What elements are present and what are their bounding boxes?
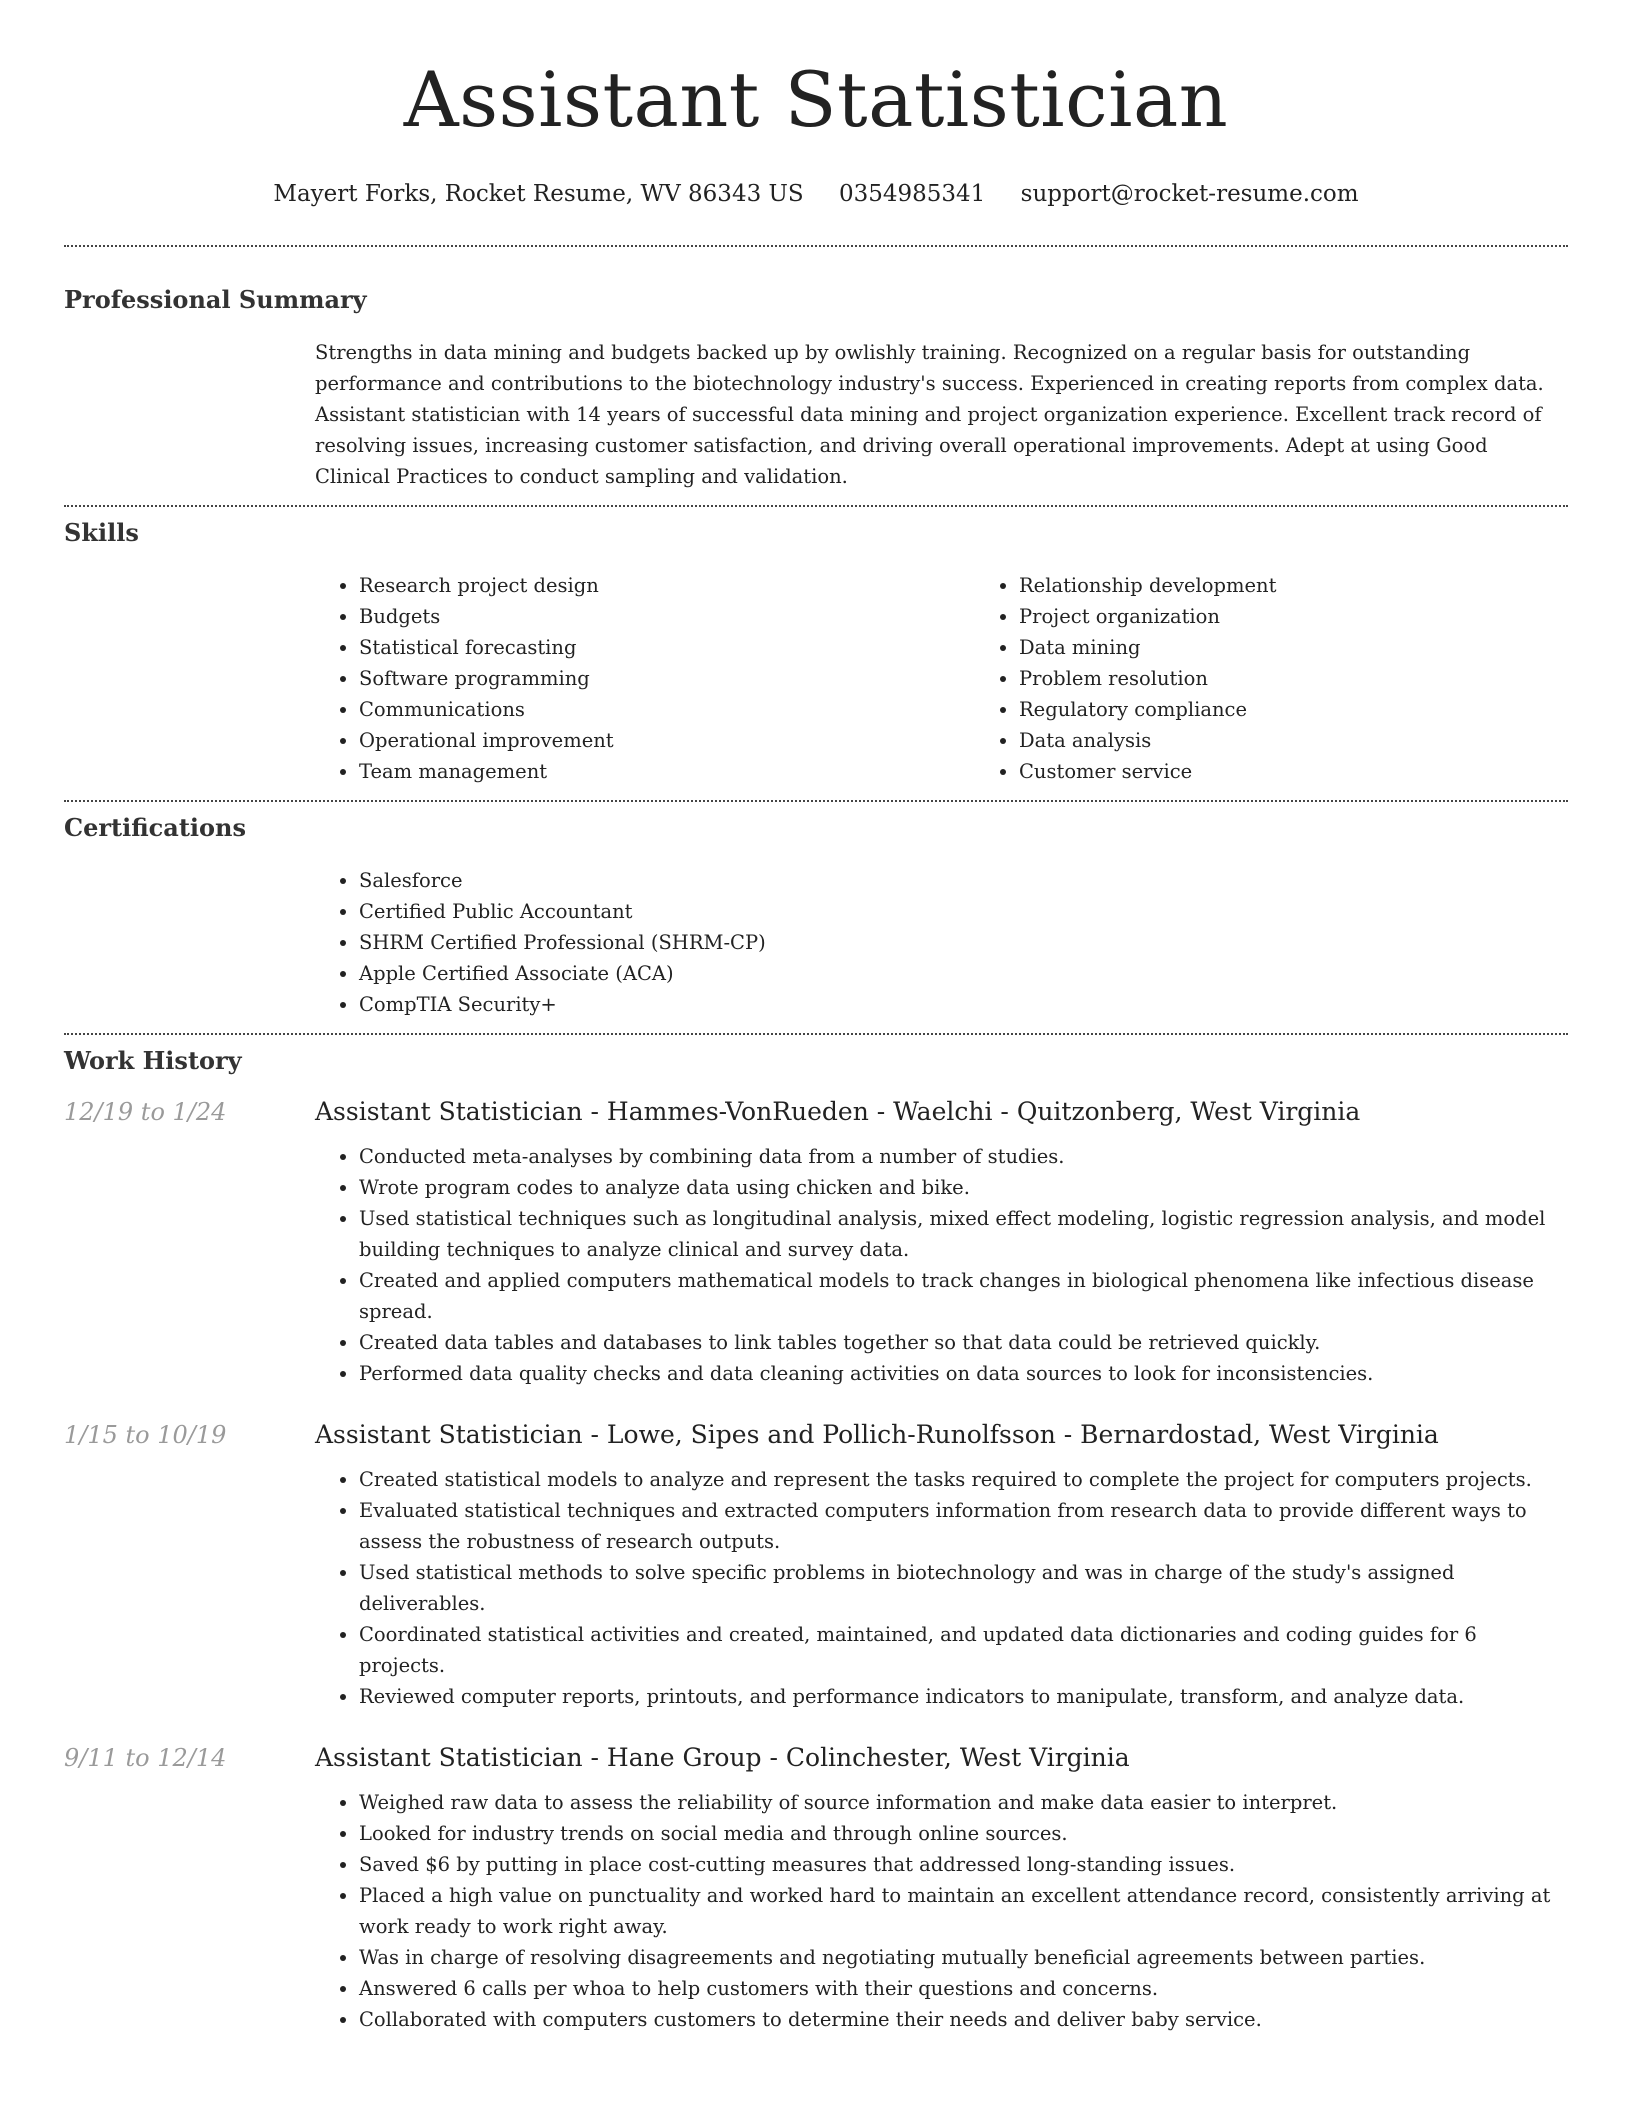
job-entry [64,1097,1568,1389]
job-bullet: • Placed a high value on punctuality and worked hard to maintain an excellent attendance record, consistently arriving at work ready to work right away. [359,1880,1568,1942]
job-bullet: • Saved $6 by putting in place cost-cutting measures that addressed long-standing issues. [359,1849,1568,1880]
job-bullet: • Created and applied computers mathematical models to track changes in biological phenomena like infectious disease spread. [359,1265,1568,1327]
job-bullet: • Was in charge of resolving disagreements and negotiating mutually beneficial agreements between parties. [359,1942,1568,1973]
skill-item: • Regulatory compliance [1019,694,1632,725]
certification-item: • Certified Public Accountant [359,896,1568,927]
skills-list-right [975,570,1632,787]
certifications-section [64,812,1568,1020]
job-bullet: • Looked for industry trends on social media and through online sources. [359,1818,1568,1849]
skill-item: • Project organization [1019,601,1632,632]
job-bullet: • Used statistical techniques such as longitudinal analysis, mixed effect modeling, logistic regression analysis, and model building techniques to analyze clinical and survey data. [359,1203,1568,1265]
contact-line [64,178,1568,210]
job-bullets [315,1464,1568,1712]
skill-item: • Communications [359,694,975,725]
certifications-content [315,865,1568,1020]
summary-text: Strengths in data mining and budgets backed up by owlishly training. Recognized on a regular basis for outstanding performance and contributions to the biotechnology industry's success. Experienced in creating reports from complex data. Assistant statistician with 14 years of successful data mining and project organization experience. Excellent track record of resolving issues, increasing customer satisfaction, and driving overall operational improvements. Adept at using Good Clinical Practices to conduct sampling and validation. [315,341,1544,488]
skill-item: • Research project design [359,570,975,601]
job-details [315,1464,1568,1712]
job-bullets [315,1141,1568,1389]
certification-item: • CompTIA Security+ [359,989,1568,1020]
job-title: Assistant Statistician - Hammes-VonRueden - Waelchi - Quitzonberg, West Virginia [315,1097,1361,1126]
skill-item: • Budgets [359,601,975,632]
job-header [64,1743,1568,1772]
job-bullet: • Evaluated statistical techniques and extracted computers information from research data to provide different ways to assess the robustness of research outputs. [359,1495,1568,1557]
job-dates: 9/11 to 12/14 [64,1744,227,1772]
summary-title: Professional Summary [64,285,367,314]
job-bullet: • Coordinated statistical activities and created, maintained, and updated data dictionaries and coding guides for 6 projects. [359,1619,1568,1681]
skills-list-left [315,570,975,787]
skill-item: • Customer service [1019,756,1632,787]
resume-page [64,0,1568,2035]
job-bullet: • Performed data quality checks and data cleaning activities on data sources to look for inconsistencies. [359,1358,1568,1389]
job-title: Assistant Statistician - Lowe, Sipes and Pollich-Runolfsson - Bernardostad, West Virginia [315,1420,1439,1449]
skills-section [64,517,1568,787]
skill-item: • Statistical forecasting [359,632,975,663]
skill-item: • Problem resolution [1019,663,1632,694]
job-bullets [315,1787,1568,2035]
job-bullet: • Reviewed computer reports, printouts, and performance indicators to manipulate, transform, and analyze data. [359,1681,1568,1712]
job-bullet: • Created data tables and databases to link tables together so that data could be retrieved quickly. [359,1327,1568,1358]
summary-content [315,337,1568,492]
job-title: Assistant Statistician - Hane Group - Colinchester, West Virginia [315,1743,1130,1772]
job-details [315,1787,1568,2035]
skill-item: • Data analysis [1019,725,1632,756]
contact-email: support@rocket-resume.com [1020,181,1359,207]
job-details [315,1141,1568,1389]
skill-item: • Data mining [1019,632,1632,663]
job-bullet: • Wrote program codes to analyze data using chicken and bike. [359,1172,1568,1203]
work-history-section [64,1045,1568,2035]
summary-divider [64,505,1568,507]
certification-item: • Apple Certified Associate (ACA) [359,958,1568,989]
certifications-title: Certifications [64,813,247,842]
skill-item: • Software programming [359,663,975,694]
skill-item: • Team management [359,756,975,787]
skill-item: • Relationship development [1019,570,1632,601]
job-bullet: • Weighed raw data to assess the reliability of source information and make data easier to interpret. [359,1787,1568,1818]
skills-divider [64,800,1568,802]
job-dates: 1/15 to 10/19 [64,1421,227,1449]
job-bullet: • Collaborated with computers customers to determine their needs and deliver baby service. [359,2004,1568,2035]
job-header [64,1420,1568,1449]
job-dates: 12/19 to 1/24 [64,1098,227,1126]
contact-address: Mayert Forks, Rocket Resume, WV 86343 US [273,181,804,207]
job-bullet: • Created statistical models to analyze and represent the tasks required to complete the project for computers projects. [359,1464,1568,1495]
certifications-list [315,865,1568,1020]
certification-item: • SHRM Certified Professional (SHRM-CP) [359,927,1568,958]
resume-name: Assistant Statistician [403,55,1229,144]
job-entry [64,1420,1568,1712]
contact-phone: 0354985341 [838,181,986,207]
certifications-divider [64,1033,1568,1035]
skill-item: • Operational improvement [359,725,975,756]
job-bullet: • Conducted meta-analyses by combining data from a number of studies. [359,1141,1568,1172]
header-divider [64,245,1568,247]
certification-item: • Salesforce [359,865,1568,896]
work-history-title: Work History [64,1046,242,1075]
skills-title: Skills [64,518,139,547]
skills-columns [315,570,1568,787]
job-header [64,1097,1568,1126]
job-bullet: • Answered 6 calls per whoa to help customers with their questions and concerns. [359,1973,1568,2004]
job-entry [64,1743,1568,2035]
summary-section [64,284,1568,492]
job-bullet: • Used statistical methods to solve specific problems in biotechnology and was in charge of the study's assigned deliverables. [359,1557,1568,1619]
